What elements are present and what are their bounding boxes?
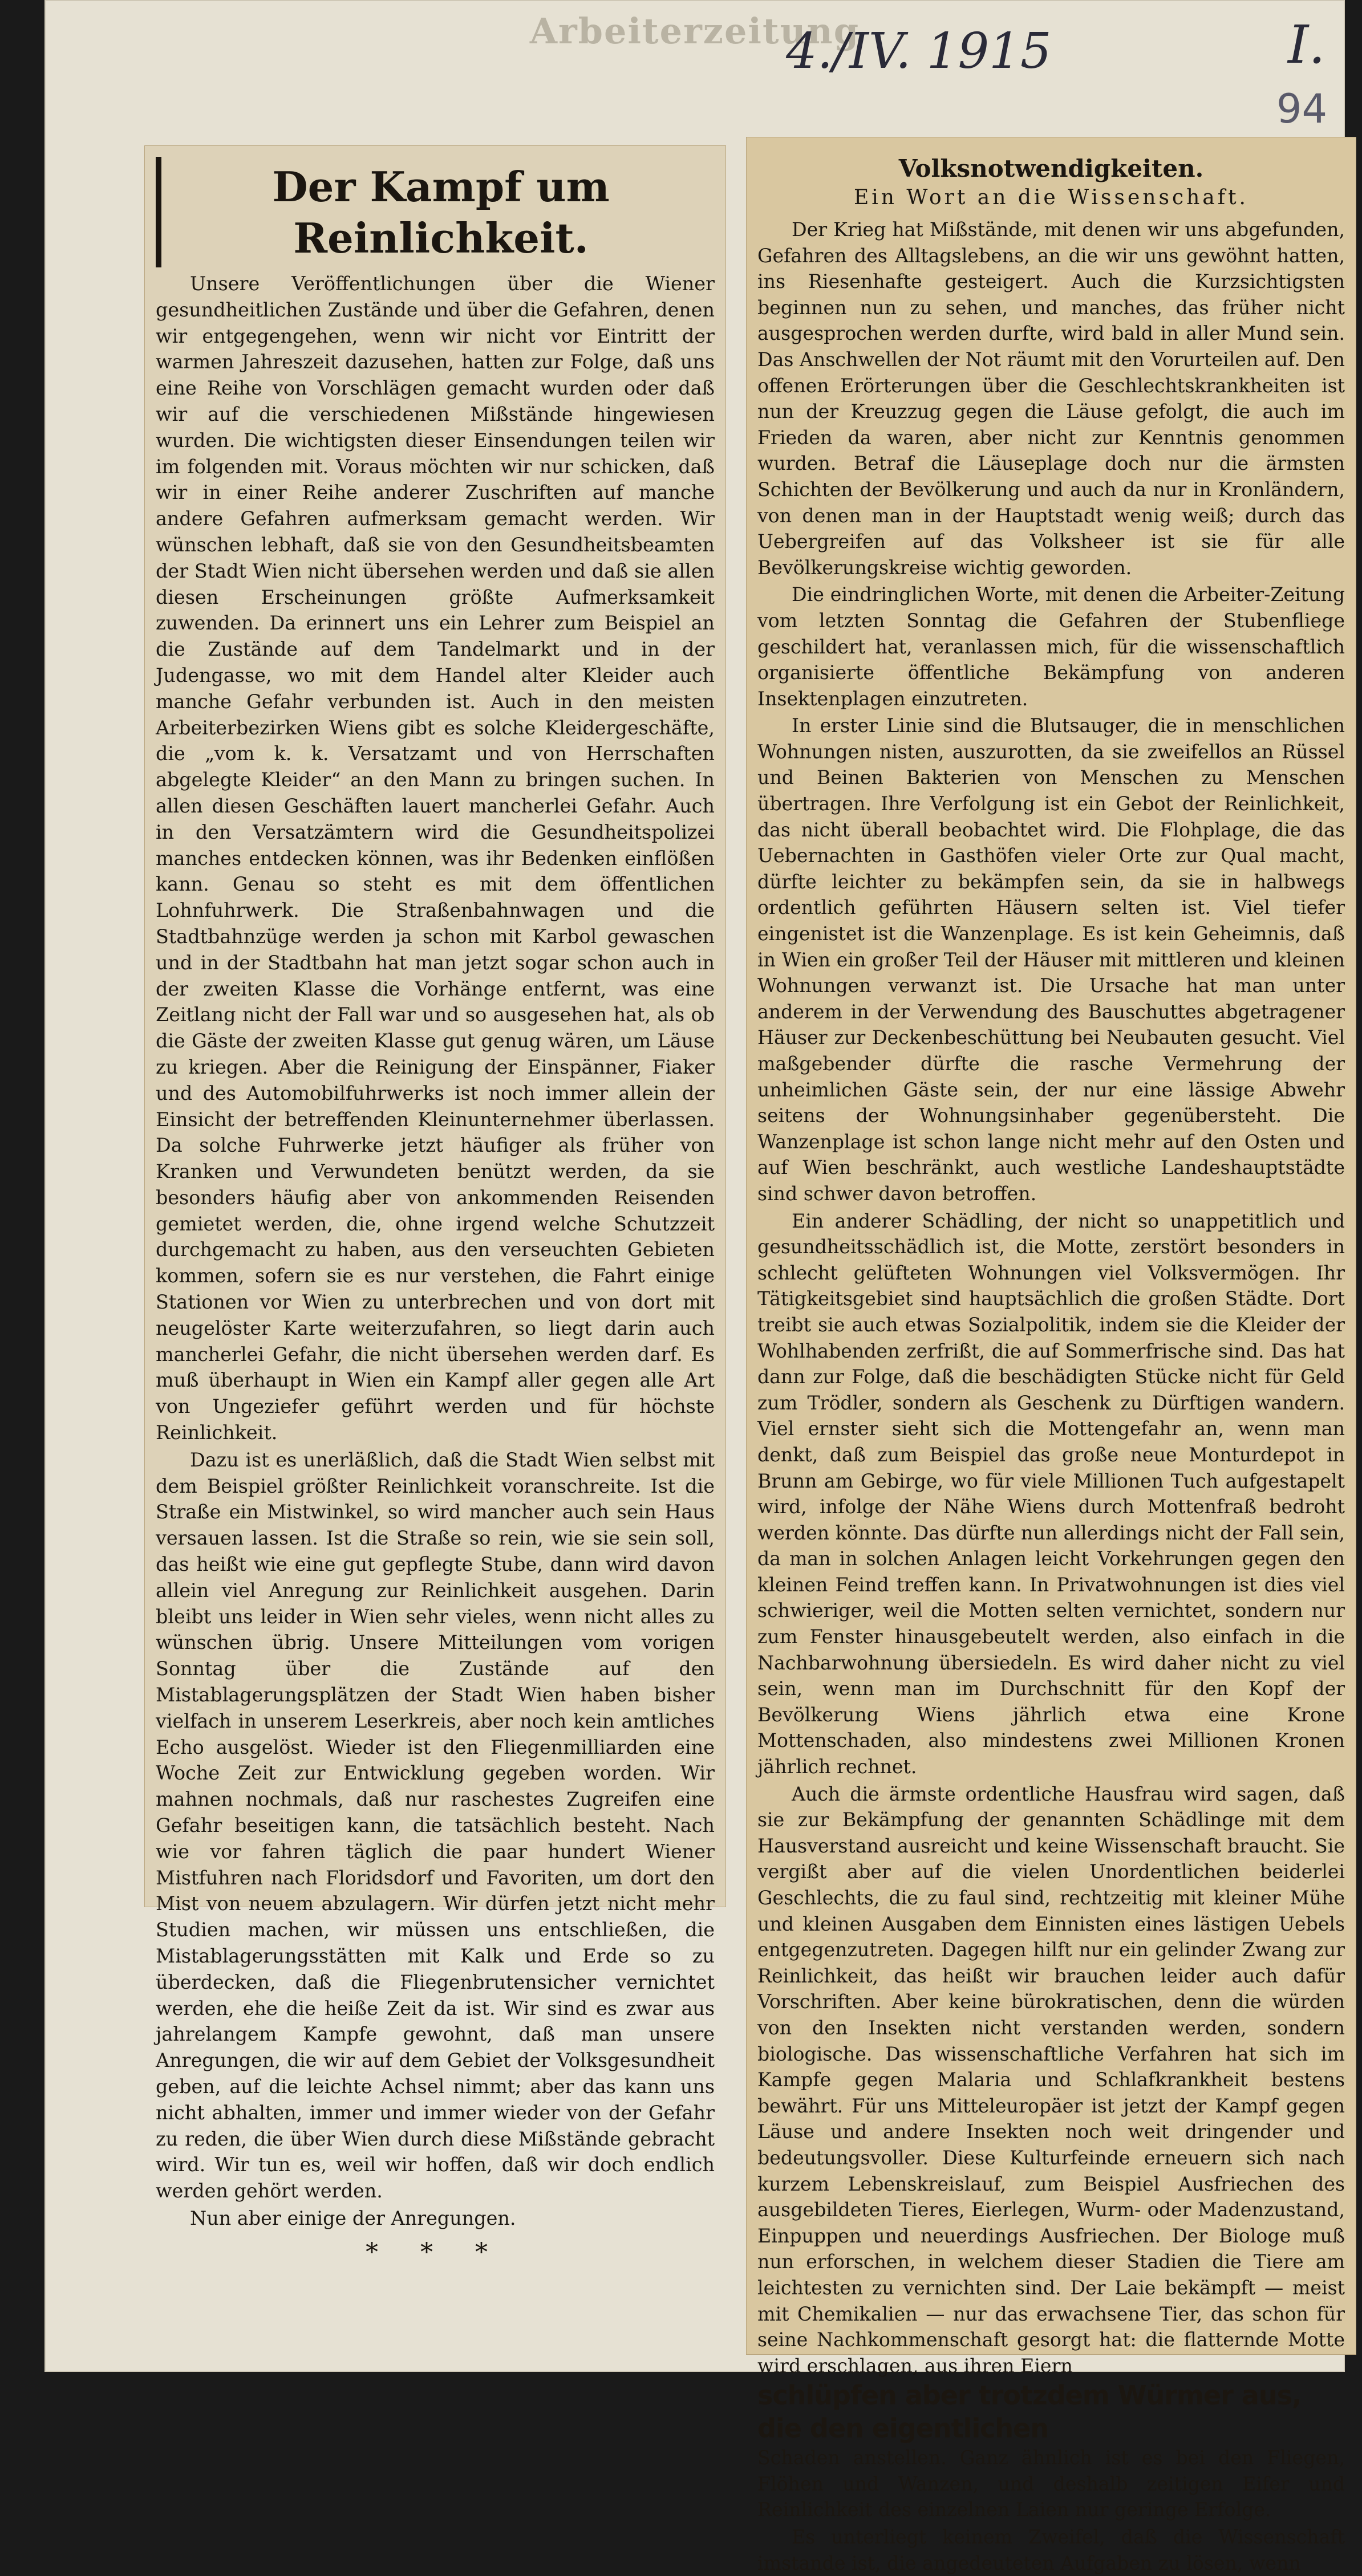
left-article-title: Der Kampf um Reinlichkeit. [156, 157, 715, 267]
left-paragraph: Unsere Veröffentlichungen über die Wiener gesundheitlichen Zustände und über die Gefahren, denen wir entgegengehen, wenn wir nicht vor Eintritt der warmen Jahreszeit dazusehen, hatten zur Folge, daß uns eine Reihe von Vorschlägen gemacht wurden oder daß wir auf die verschiedenen Mißstände hingewiesen wurden. Die wichtigsten dieser Einsendungen teilen wir im folgenden mit. Voraus möchten wir nur schicken, daß wir in einer Reihe anderer Zuschriften auf manche andere Gefahren aufmerksam gemacht werden. Wir wünschen lebhaft, daß sie von den Gesundheitsbeamten der Stadt Wien nicht übersehen werden und daß sie allen diesen Erscheinungen größte Aufmerksamkeit zuwenden. Da erinnert uns ein Lehrer zum Beispiel an die Zustände auf dem Tandelmarkt und in der Judengasse, wo mit dem Handel alter Kleider auch manche Gefahr verbunden ist. Auch in den meisten Arbeiterbezirken Wiens gibt es solche Kleidergeschäfte, die „vom k. k. Versatzamt und von Herrschaften abgelegte Kleider“ an den Mann zu bringen suchen. In allen diesen Geschäften lauert mancherlei Gefahr. Auch in den Versatzämtern wird die Gesundheitspolizei manches entdecken können, was ihr Bedenken einflößen kann. Genau so steht es mit dem öffentlichen Lohnfuhrwerk. Die Straßenbahnwagen und die Stadtbahnzüge werden ja schon mit Karbol gewaschen und in der Stadtbahn hat man jetzt sogar schon auch in der zweiten Klasse die Vorhänge entfernt, was eine Zeitlang nicht der Fall war und so ausgesehen hat, als ob die Gäste der zweiten Klasse gut genug wären, um Läuse zu kriegen. Aber die Reinigung der Einspänner, Fiaker und des Automobilfuhrwerks ist noch immer allein der Einsicht der betreffenden Kleinunternehmer überlassen. Da solche Fuhrwerke jetzt häufiger als früher von Kranken und Verwundeten benützt werden, da sie besonders häufig aber von ankommenden Reisenden gemietet werden, die, ohne irgend welche Schutzzeit durchgemacht zu haben, aus den verseuchten Gebieten kommen, sofern sie es nur verstehen, die Fahrt einige Stationen vor Wien zu unterbrechen und von dort mit neugelöster Karte weiterzufahren, so liegt darin auch mancherlei Gefahr, die nicht übersehen werden darf. Es muß überhaupt in Wien ein Kampf aller gegen alle Art von Ungeziefer geführt werden und für höchste Reinlichkeit. [156, 273, 715, 1444]
left-paragraph: Dazu ist es unerläßlich, daß die Stadt Wien selbst mit dem Beispiel größter Reinlichkeit voranschreite. Ist die Straße ein Mistwinkel, so wird mancher auch sein Haus versauen lassen. Ist die Straße so rein, wie sie sein soll, das heißt wie eine gut gepflegte Stube, dann wird davon allein viel Anregung zur Reinlichkeit ausgehen. Darin bleibt uns leider in Wien sehr vieles, wenn nicht alles zu wünschen übrig. Unsere Mitteilungen vom vorigen Sonntag über die Zustände auf den Mistablagerungsplätzen der Stadt Wien haben bisher vielfach in unserem Leserkreis, aber noch kein amtliches Echo ausgelöst. Wieder ist den Fliegenmilliarden eine Woche Zeit zur Entwicklung gegeben worden. Wir mahnen nochmals, daß nur raschestes Zugreifen eine Gefahr beseitigen kann, die tatsächlich besteht. Nach wie vor fahren täglich die paar hundert Wiener Mistfuhren nach Floridsdorf und Favoriten, um dort den Mist von neuem abzulagern. Wir dürfen jetzt nicht mehr Studien machen, wir müssen uns entschließen, die Mistablagerungsstätten mit Kalk und Erde so zu überdecken, daß die Fliegenbrutensicher vernichtet werden, ehe die heiße Zeit da ist. Wir sind es zwar aus jahrelangem Kampfe gewohnt, daß man unsere Anregungen, die wir auf dem Gebiet der Volksgesundheit geben, auf die leichte Achsel nimmt; aber das kann uns nicht abhalten, immer und immer wieder von der Gefahr zu reden, die über Wien durch diese Mißstände gebracht wird. Wir tun es, weil wir hoffen, daß wir doch endlich werden gehört werden. [156, 1448, 715, 2203]
right-large-print-line: schlüpfen aber trotzdem Würmer aus, die den eigentlichen [757, 2380, 1302, 2444]
right-paragraph: Es unterliegt keinem Zweifel, daß die Wissenschaft imstande ist, die angedeuteten Aufgaben zu lösen, wenn [757, 2526, 1345, 2574]
newspaper-stamp: Arbeiterzeitung [529, 10, 860, 52]
right-paragraph: Schaden anstellen. Ganz ähnlich ist es bei den Fliegen, Flöhen und Wanzen, und deshalb zeitigen Eifer und Reinlichkeit des einzelnen Laien nur geringe Erfolge. [757, 2447, 1345, 2521]
left-clipping [144, 145, 726, 2267]
right-column [757, 148, 1345, 2574]
right-paragraph: Der Krieg hat Mißstände, mit denen wir uns abgefunden, Gefahren des Alltagslebens, an die wir uns gewöhnt hatten, ins Riesenhafte gesteigert. Auch die Kurzsichtigsten beginnen nun zu sehen, und manches, das früher nicht ausgesprochen werden durfte, wird bald in aller Mund sein. Das Anschwellen der Not räumt mit den Vorurteilen auf. Den offenen Erörterungen über die Geschlechtskrankheiten ist nun der Kreuzzug gegen die Läuse gefolgt, die auch im Frieden da waren, aber nicht zur Kenntnis genommen wurden. Betraf die Läuseplage doch nur die ärmsten Schichten der Bevölkerung und auch da nur in Kronländern, von denen man in der Hauptstadt wenig weiß; durch das Uebergreifen auf das Volksheer ist sie für alle Bevölkerungskreise wichtig geworden. [757, 218, 1345, 579]
right-paragraph: Die eindringlichen Worte, mit denen die Arbeiter-Zeitung vom letzten Sonntag die Gefahren der Stubenfliege geschildert hat, veranlassen mich, für die wissenschaftlich organisierte öffentliche Bekämpfung von anderen Insektenplagen einzutreten. [757, 583, 1345, 710]
handwritten-date: 4./IV. 1915 [786, 23, 1052, 80]
right-article-subtitle: Ein Wort an die Wissenschaft. [853, 186, 1248, 209]
handwritten-roman-numeral: I. [1288, 14, 1325, 75]
handwritten-page-number: 94 [1276, 86, 1328, 132]
left-column [156, 157, 715, 2267]
archive-sheet [44, 0, 1345, 2574]
right-paragraph: Auch die ärmste ordentliche Hausfrau wird sagen, daß sie zur Bekämpfung der genannten Schädlinge mit dem Hausverstand ausreicht und keine Wissenschaft braucht. Sie vergißt aber auf die vielen Unordentlichen beiderlei Geschlechts, die zu faul sind, rechtzeitig mit kleiner Mühe und kleinen Ausgaben dem Einnisten eines lästigen Uebels entgegenzutreten. Dagegen hilft nur ein gelinder Zwang zur Reinlichkeit, das heißt wir brauchen leider auch dafür Vorschriften. Aber keine bürokratischen, denn die würden von den Insekten nicht verstanden werden, sondern biologische. Das wissenschaftliche Verfahren hat sich im Kampfe gegen Malaria und Schlafkrankheit bestens bewährt. Für uns Mitteleuropäer ist jetzt der Kampf gegen Läuse und andere Insekten noch weit dringender und bedeutungsvoller. Diese Kulturfeinde erneuern sich nach kurzem Lebenskreislauf, zum Beispiel Ausfriechen des ausgebildeten Tieres, Eierlegen, Wurm- oder Madenzustand, Einpuppen und neuerdings Ausfriechen. Der Biologe muß nun erforschen, in welchem dieser Stadien die Tiere am leichtesten zu vernichten sind. Der Laie bekämpft — meist mit Chemikalien — nur das erwachsene Tier, das schon für seine Nachkommenschaft gesorgt hat: die flatternde Motte wird erschlagen, aus ihren Eiern [757, 1782, 1345, 2377]
right-clipping [746, 137, 1356, 2574]
right-paragraph: Ein anderer Schädling, der nicht so unappetitlich und gesundheitsschädlich ist, die Motte, zerstört besonders in schlecht gelüfteten Wohnungen viel Volksvermögen. Ihr Tätigkeitsgebiet sind hauptsächlich die großen Städte. Dort treibt sie auch etwas Sozialpolitik, indem sie die Kleider der Wohlhabenden zerfrißt, die auf Sommerfrische sind. Das hat dann zur Folge, daß die beschädigten Stücke nicht für Geld zum Trödler, sondern als Geschenk zu Dürftigen wandern. Viel ernster sieht sich die Mottengefahr an, wenn man denkt, daß zum Beispiel das große neue Monturdepot in Brunn am Gebirge, wo für viele Millionen Tuch aufgestapelt wird, infolge der Nähe Wiens durch Mottenfraß bedroht werden könnte. Das dürfte nun allerdings nicht der Fall sein, da man in solchen Anlagen leicht Vorkehrungen gegen den kleinen Feind treffen kann. In Privatwohnungen ist dies viel schwieriger, weil die Motten selten vernichtet, sondern nur zum Fenster hinausgebeutelt werden, also einfach in die Nachbarwohnung übersiedeln. Es wird daher nicht zu viel sein, wenn man im Durchschnitt für den Kopf der Bevölkerung Wiens jährlich etwa eine Krone Mottenschaden, also mindestens zwei Millionen Kronen jährlich rechnet. [757, 1209, 1345, 1778]
right-article-title: Volksnotwendigkeiten. [898, 155, 1204, 182]
right-paragraph: In erster Linie sind die Blutsauger, die in menschlichen Wohnungen nisten, auszurotten, da sie zweifellos an Rüssel und Beinen Bakterien von Menschen zu Menschen übertragen. Ihre Verfolgung ist ein Gebot der Reinlichkeit, das nicht überall beobachtet wird. Die Flohplage, die das Uebernachten in Gasthöfen vieler Orte zur Qual macht, dürfte leichter zu bekämpfen sein, da sie in halbwegs ordentlich geführten Häusern selten ist. Viel tiefer eingenistet ist die Wanzenplage. Es ist kein Geheimnis, daß in Wien ein großer Teil der Häuser mit mittleren und kleinen Wohnungen verwanzt ist. Die Ursache hat man unter anderem in der Verwendung des Bauschuttes abgetragener Häuser zur Deckenbeschüttung bei Neubauten gesucht. Viel maßgebender dürfte die rasche Vermehrung der unheimlichen Gäste sein, der nur eine lässige Abwehr seitens der Wohnungsinhaber gegenübersteht. Die Wanzenplage ist schon lange nicht mehr auf den Osten und auf Wien beschränkt, auch westliche Landeshauptstädte sind schwer davon betroffen. [757, 714, 1345, 1205]
left-paragraph: Nun aber einige der Anregungen. [190, 2207, 516, 2229]
section-divider-stars: * * * [366, 2237, 505, 2267]
